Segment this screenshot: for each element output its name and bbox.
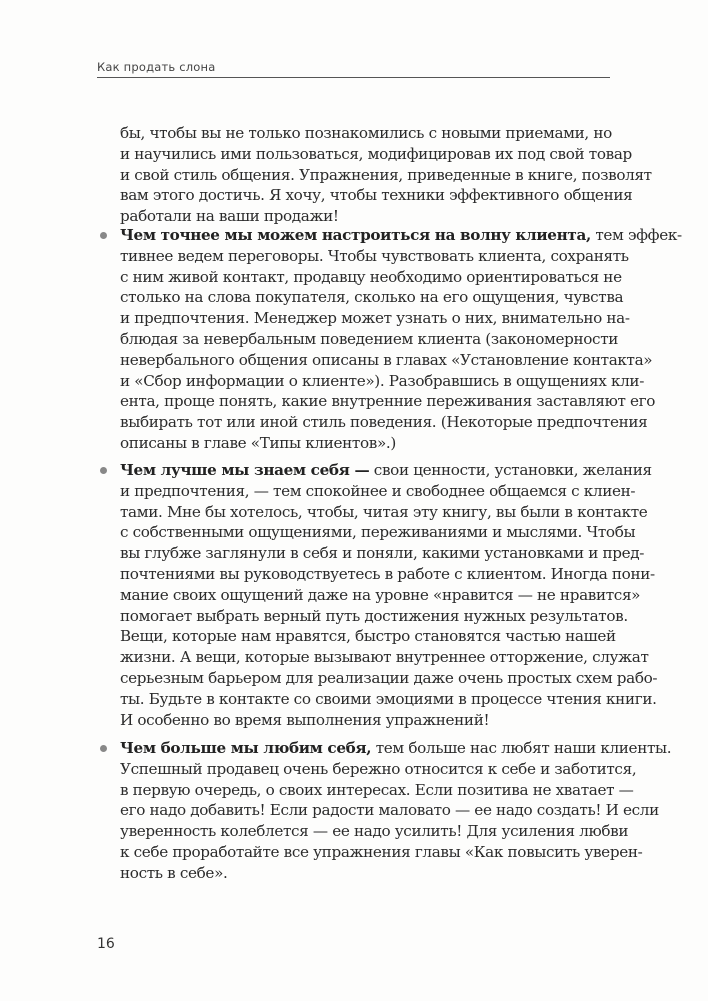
bold-lead: Чем больше мы любим себя,	[120, 739, 372, 757]
bullet-icon	[100, 745, 107, 752]
bullet-icon	[100, 232, 107, 239]
text-line	[120, 543, 645, 564]
text-line	[120, 759, 637, 780]
text-line	[120, 185, 633, 206]
line-text: в первую очередь, о своих интересах. Если позитива не хватает —	[120, 780, 634, 799]
line-text: тем эффек-	[590, 226, 682, 244]
text-line	[120, 371, 644, 392]
text-line	[120, 738, 672, 759]
text-line	[120, 522, 636, 543]
text-line	[120, 481, 636, 502]
text-line	[120, 585, 641, 606]
line-text: жизни. А вещи, которые вызывают внутреннее отторжение, служат	[120, 648, 649, 667]
text-line	[120, 144, 632, 165]
line-text: и научились ими пользоваться, модифицировав их под свой товар	[120, 144, 632, 163]
text-line	[120, 329, 619, 350]
text-line	[120, 668, 658, 689]
text-line	[120, 626, 616, 647]
bullet-item	[120, 738, 672, 884]
bullet-icon	[100, 467, 107, 474]
line-text: его надо добавить! Если радости маловато — ее надо создать! И если	[120, 801, 659, 820]
text-line	[120, 412, 648, 433]
line-text: помогает выбрать верный путь достижения нужных результатов.	[120, 606, 628, 625]
line-text: к себе проработайте все упражнения главы «Как повысить уверен-	[120, 842, 643, 861]
text-line	[120, 460, 652, 481]
line-text: ты. Будьте в контакте со своими эмоциями в процессе чтения книги.	[120, 689, 657, 708]
line-text: тем больше нас любят наши клиенты.	[371, 739, 672, 757]
line-text: работали на ваши продажи!	[120, 207, 339, 226]
line-text: Вещи, которые нам нравятся, быстро становятся частью нашей	[120, 627, 616, 646]
line-text: свои ценности, установки, желания	[369, 461, 652, 479]
header-rule	[97, 77, 610, 78]
line-text: бы, чтобы вы не только познакомились с новыми приемами, но	[120, 124, 612, 142]
line-text: и свой стиль общения. Упражнения, приведенные в книге, позволят	[120, 165, 652, 184]
text-line	[120, 710, 610, 731]
page-number: 16	[97, 936, 115, 952]
bold-lead: Чем точнее мы можем настроиться на волну клиента,	[120, 226, 591, 244]
line-text: и предпочтения, — тем спокойнее и свободнее общаемся с клиен-	[120, 481, 636, 500]
line-text: ента, проще понять, какие внутренние переживания заставляют его	[120, 392, 656, 411]
line-text: выбирать тот или иной стиль поведения. (Некоторые предпочтения	[120, 413, 648, 432]
line-text: с ним живой контакт, продавцу необходимо ориентироваться не	[120, 267, 622, 286]
text-line	[120, 246, 629, 267]
line-text: тами. Мне бы хотелось, чтобы, читая эту книгу, вы были в контакте	[120, 502, 648, 521]
text-line	[120, 225, 682, 246]
line-text: тивнее ведем переговоры. Чтобы чувствовать клиента, сохранять	[120, 246, 629, 265]
text-line	[120, 689, 657, 710]
text-line	[120, 800, 659, 821]
bullet-item	[120, 460, 658, 730]
text-line	[120, 267, 622, 288]
line-text: Успешный продавец очень бережно относится к себе и заботится,	[120, 759, 637, 778]
line-text: описаны в главе «Типы клиентов».)	[120, 433, 396, 452]
paragraph	[120, 123, 652, 227]
line-text: вам этого достичь. Я хочу, чтобы техники эффективного общения	[120, 186, 633, 205]
line-text: невербального общения описаны в главах «Установление контакта»	[120, 350, 653, 369]
line-text: вы глубже заглянули в себя и поняли, какими установками и пред-	[120, 544, 645, 563]
line-text: мание своих ощущений даже на уровне «нравится — не нравится»	[120, 585, 641, 604]
text-line	[120, 502, 648, 523]
line-text: ность в себе».	[120, 863, 228, 882]
bullet-item	[120, 225, 682, 454]
text-line	[120, 564, 655, 585]
line-text: уверенность колеблется — ее надо усилить! Для усиления любви	[120, 822, 629, 841]
bold-lead: Чем лучше мы знаем себя —	[120, 461, 370, 479]
text-line	[120, 350, 653, 371]
line-text: И особенно во время выполнения упражнений!	[120, 710, 490, 729]
text-line	[120, 165, 652, 186]
running-head: Как продать слона	[97, 60, 216, 74]
text-line	[120, 433, 610, 454]
line-text: почтениями вы руководствуетесь в работе с клиентом. Иногда пони-	[120, 564, 655, 583]
line-text: с собственными ощущениями, переживаниями и мыслями. Чтобы	[120, 523, 636, 542]
text-line	[120, 647, 649, 668]
text-line	[120, 308, 630, 329]
text-line	[120, 287, 624, 308]
line-text: столько на слова покупателя, сколько на его ощущения, чувства	[120, 288, 624, 307]
text-line	[120, 863, 610, 884]
line-text: серьезным барьером для реализации даже очень простых схем рабо-	[120, 668, 658, 687]
text-line	[120, 821, 629, 842]
text-line	[120, 391, 656, 412]
text-line	[120, 206, 610, 227]
text-line	[120, 606, 628, 627]
text-line	[120, 842, 643, 863]
text-line	[120, 123, 610, 144]
line-text: и предпочтения. Менеджер может узнать о них, внимательно на-	[120, 309, 630, 328]
line-text: и «Сбор информации о клиенте»). Разобравшись в ощущениях кли-	[120, 371, 644, 390]
text-line	[120, 780, 634, 801]
line-text: блюдая за невербальным поведением клиента (закономерности	[120, 329, 619, 348]
